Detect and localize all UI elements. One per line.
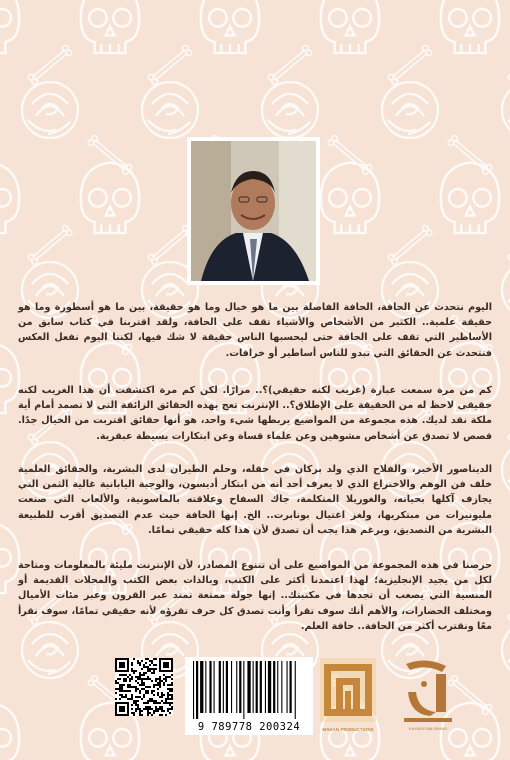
rose-motif [142,82,198,138]
bone-motif [27,225,73,266]
skull-motif [201,0,259,53]
rose-motif [382,82,438,138]
skull-motif [0,0,19,53]
rose-motif [502,82,510,138]
rose-motif [502,442,510,498]
skull-motif [81,0,139,53]
qr-code [115,658,173,716]
rose-motif [262,82,318,138]
skull-motif [321,0,379,53]
bone-motif [387,225,433,266]
synopsis-paragraph: اليوم نتحدث عن الحافة، الحافة الفاصلة بين ما هو خيال وما هو حقيقة، بين ما هو أسطورة وما هو حقيقة علمية.. الكثير من الأشخاص والأشياء تقف على الحافة، ولقد اقتربنا في كتاب سابق من الأساطير التي تقف على الحافة حتى ليحسبها الناس حقيقة لا شك فيها، لكننا اليوم نفعل العكس فنتحدث عن الحقائق التي تبدو للناس أساطير أو خرافات. [18,302,492,359]
synopsis-paragraph: كم من مرة سمعت عبارة (غريب لكنه حقيقي)؟.. مرارًا. لكن كم مرة اكتشفت أن هذا الغريب لكنه حقيقي لاحظ له من الحقيقة على الإطلاق؟.. الإنترنت تعج بهذه الحقائق الزائفة التي لا تصمد أمام أية ملكة نقد لديك. هذه مجموعة من المواضيع يربطها شيء واحد، هو أنها حقائق اقتربت من الخيال جدًا. قصص لا تصدق عن أشخاص مشوهين وعن علماء قساة وعن ابتكارات بسيطة عبقرية. [18,385,492,442]
bone-motif [267,45,313,86]
makan-logo [318,656,378,734]
skull-motif [441,0,499,53]
makan-label: MAKAN PRODUCTIONS [322,727,374,732]
rose-motif [502,622,510,678]
bone-motif [147,45,193,86]
rose-motif [22,82,78,138]
skull-motif [0,163,19,233]
isbn-barcode [185,657,313,735]
synopsis-paragraph: حرصنا في هذه المجموعة من المواضيع على أن تتنوع المصادر، لأن الإنترنت مليئة بالمعلومات ومتاحة لكل من يجيد الإنجليزية؛ لهذا اعتمدنا أكثر على الكتب، وبالذات بعض الكتب والمجلات القديمة أو المنسية التي يصعب أن تجدها في مكتبتك.. إنها جولة ممتعة تمتد عبر القرون وعبر مئات الأميال ومختلف الحضارات، والأهم أنك سوف تقرأ وأنت تصدق كل حرف تقرؤه لأنه حقيقي تمامًا، سوف نقرأ معًا ونقترب أكثر من الحافة.. حافة العلم. [18,560,492,632]
skull-motif [321,163,379,233]
skull-motif [0,703,19,760]
skull-motif [81,163,139,233]
kayan-logo [396,652,460,728]
bone-motif [387,45,433,86]
author-photo [187,137,320,285]
rose-motif [502,262,510,318]
skull-motif [441,163,499,233]
skull-motif [0,523,19,593]
synopsis-paragraph: الديناصور الأخير، والفلاح الذي ولد بركان في حقله، وحلم الطيران لدى البشرية، والحقائق العلمية خلف فن الوهم والاختراع الذي لا يعرف أحد أنه من ابتكار أديسون، والوجبة اليابانية غالية الثمن التي يجازف آكلها بحياته، والغوريلا المتكلمة، جاك السفاح وعلاقته بالماسونية، والألعاب التي صنعت مليونيرات من مبتكريها، ولغز اغتيال بونابرت.. الخ. إنها الحافة حيث عدم التصديق أقرب للطبيعة البشرية من التصديق، وبرغم هذا يجب أن تصدق لأن هذا كله حقيقي تمامًا. [18,464,492,536]
isbn-number: 9 789778 200324 [197,721,301,733]
bone-motif [27,45,73,86]
skull-motif [0,343,19,413]
kayan-label: KAYAN PUBLISHING [408,726,448,731]
